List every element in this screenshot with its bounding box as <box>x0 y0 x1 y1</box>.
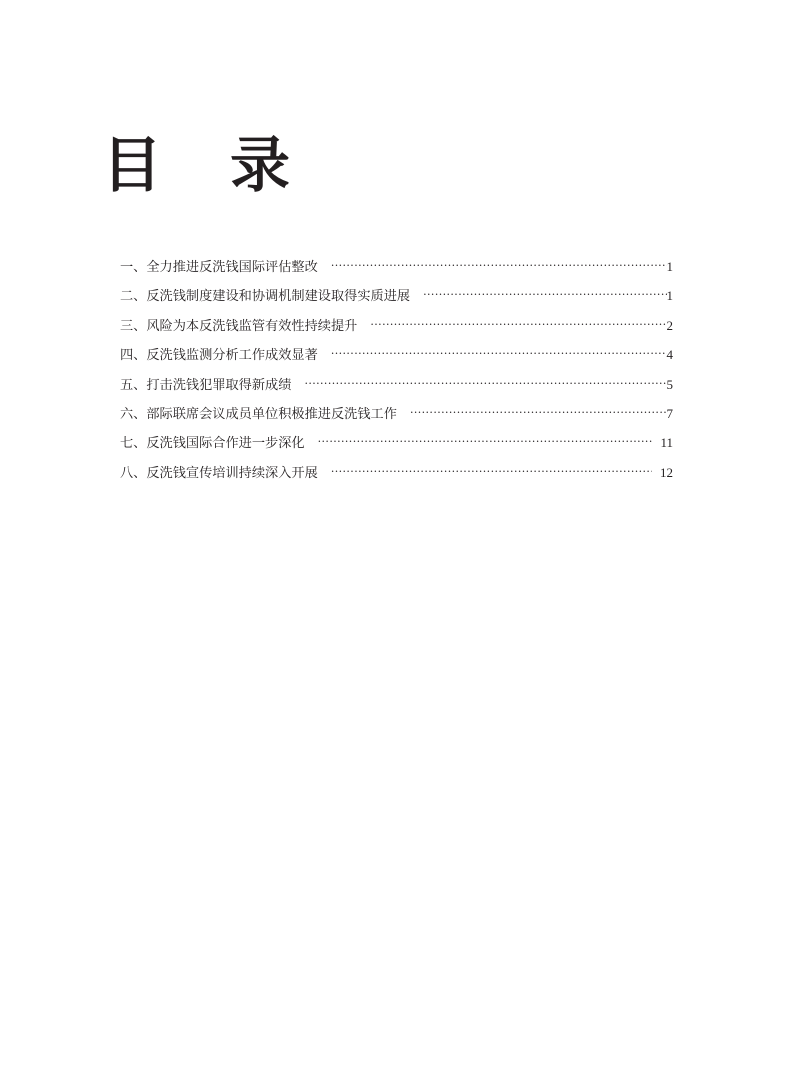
table-of-contents <box>120 256 673 491</box>
toc-entry-title: 五、打击洗钱犯罪取得新成绩 <box>120 377 292 393</box>
toc-page-number: 1 <box>666 259 673 274</box>
toc-entry[interactable] <box>120 432 673 461</box>
toc-entry[interactable] <box>120 374 673 403</box>
toc-page-number: 7 <box>666 405 673 421</box>
toc-page-number: 1 <box>666 288 673 304</box>
toc-dot-leader <box>410 402 667 424</box>
toc-dot-leader <box>423 284 666 306</box>
toc-entry-title: 四、反洗钱监测分析工作成效显著 <box>120 348 318 364</box>
page-title-char-2: 录 <box>230 131 290 201</box>
toc-page-number: 2 <box>666 317 673 333</box>
toc-dot-leader <box>370 314 666 336</box>
toc-entry[interactable] <box>120 344 673 373</box>
toc-page-number: 5 <box>666 376 673 392</box>
toc-dot-leader <box>331 255 667 277</box>
toc-entry-title: 一、全力推进反洗钱国际评估整改 <box>120 260 318 275</box>
toc-dot-leader <box>331 343 667 365</box>
toc-entry-title: 七、反洗钱国际合作进一步深化 <box>120 436 305 452</box>
toc-entry[interactable] <box>120 256 673 285</box>
page-title-char-1: 目 <box>102 131 162 201</box>
toc-dot-leader <box>304 373 666 395</box>
toc-entry[interactable] <box>120 315 673 344</box>
toc-entry-title: 六、部际联席会议成员单位积极推进反洗钱工作 <box>120 406 397 422</box>
toc-entry-title: 二、反洗钱制度建设和协调机制建设取得实质进展 <box>120 289 411 305</box>
toc-entry[interactable] <box>120 403 673 432</box>
toc-entry-title: 八、反洗钱宣传培训持续深入开展 <box>120 465 318 481</box>
toc-page-number: 11 <box>660 435 673 451</box>
toc-entry[interactable] <box>120 285 673 314</box>
toc-page-number: 12 <box>660 464 673 480</box>
toc-dot-leader <box>331 461 652 483</box>
toc-entry[interactable] <box>120 462 673 491</box>
toc-dot-leader <box>318 431 653 453</box>
page-title <box>102 131 290 201</box>
toc-entry-title: 三、风险为本反洗钱监管有效性持续提升 <box>120 318 358 334</box>
toc-page-number: 4 <box>666 347 673 363</box>
